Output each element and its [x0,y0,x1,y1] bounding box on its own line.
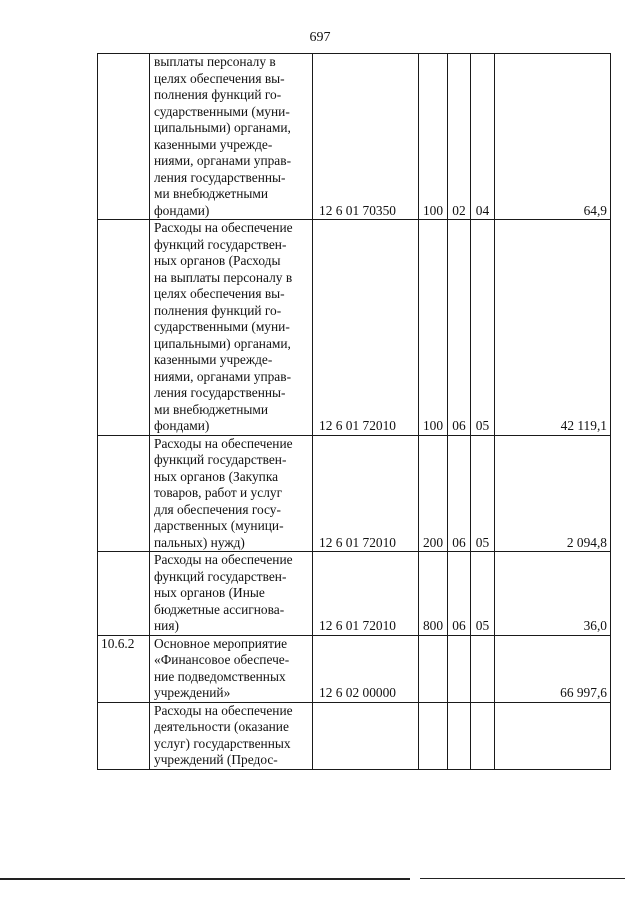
row-name-text: Основное мероприятие «Финансовое обеспече- ние подведомственных учреждений» [154,635,290,700]
row-name-text: Расходы на обеспечение функций государствен- ных органов (Закупка товаров, работ и услуг для обеспечения госу- дарственных (муници- пальных) нужд) [154,435,293,550]
subsection-cell [471,702,495,769]
target-article-code-cell: 12 6 01 72010 [313,552,419,636]
expense-type-cell: 100 [419,220,448,436]
section-cell [448,635,471,702]
amount-cell: 42 119,1 [495,220,611,436]
section-cell: 06 [448,552,471,636]
section-cell: 06 [448,435,471,552]
footer-rule [0,878,410,880]
target-article-code-cell [313,702,419,769]
page-number: 697 [309,30,331,45]
section-cell: 06 [448,220,471,436]
footer-rule [420,878,625,879]
target-article-code-cell: 12 6 01 72010 [313,220,419,436]
table-row [98,220,611,436]
target-article-code-cell: 12 6 02 00000 [313,635,419,702]
row-name-cell [150,552,313,636]
subsection-cell: 04 [471,54,495,220]
amount-cell [495,702,611,769]
row-number-cell [98,220,150,436]
expense-type-cell: 200 [419,435,448,552]
section-cell: 02 [448,54,471,220]
row-name-text: Расходы на обеспечение функций государствен- ных органов (Расходы на выплаты персоналу в целях обеспечения вы- полнения функций го- сударственными (муни- ципальными) органами, казенными учрежде- ниями, органами управ- ления государственны- ми внебюджетными фондами) [154,220,293,433]
table-row [98,702,611,769]
budget-table [97,53,611,770]
amount-cell: 2 094,8 [495,435,611,552]
table-row [98,435,611,552]
subsection-cell: 05 [471,220,495,436]
row-name-text: выплаты персоналу в целях обеспечения вы- полнения функций го- сударственными (муни- ципальными) органами, казенными учрежде- ниями, органами управ- ления государственны- ми внебюджетными фондами) [154,54,292,218]
expense-type-cell: 800 [419,552,448,636]
target-article-code-cell: 12 6 01 72010 [313,435,419,552]
target-article-code-cell: 12 6 01 70350 [313,54,419,220]
expense-type-cell: 100 [419,54,448,220]
row-number-cell [98,435,150,552]
expense-type-cell [419,702,448,769]
row-number-cell [98,552,150,636]
expense-type-cell [419,635,448,702]
row-name-cell [150,220,313,436]
row-name-text: Расходы на обеспечение функций государствен- ных органов (Иные бюджетные ассигнова- ния) [154,552,293,633]
row-name-cell [150,702,313,769]
amount-cell: 64,9 [495,54,611,220]
table-row [98,54,611,220]
row-number-cell: 10.6.2 [98,635,150,702]
section-cell [448,702,471,769]
row-number-cell [98,702,150,769]
subsection-cell: 05 [471,552,495,636]
row-name-cell [150,435,313,552]
amount-cell: 36,0 [495,552,611,636]
row-number-cell [98,54,150,220]
row-name-text: Расходы на обеспечение деятельности (оказание услуг) государственных учреждений (Предос- [154,702,293,767]
amount-cell: 66 997,6 [495,635,611,702]
subsection-cell: 05 [471,435,495,552]
row-name-cell [150,54,313,220]
table-row [98,635,611,702]
subsection-cell [471,635,495,702]
row-name-cell [150,635,313,702]
table-row [98,552,611,636]
